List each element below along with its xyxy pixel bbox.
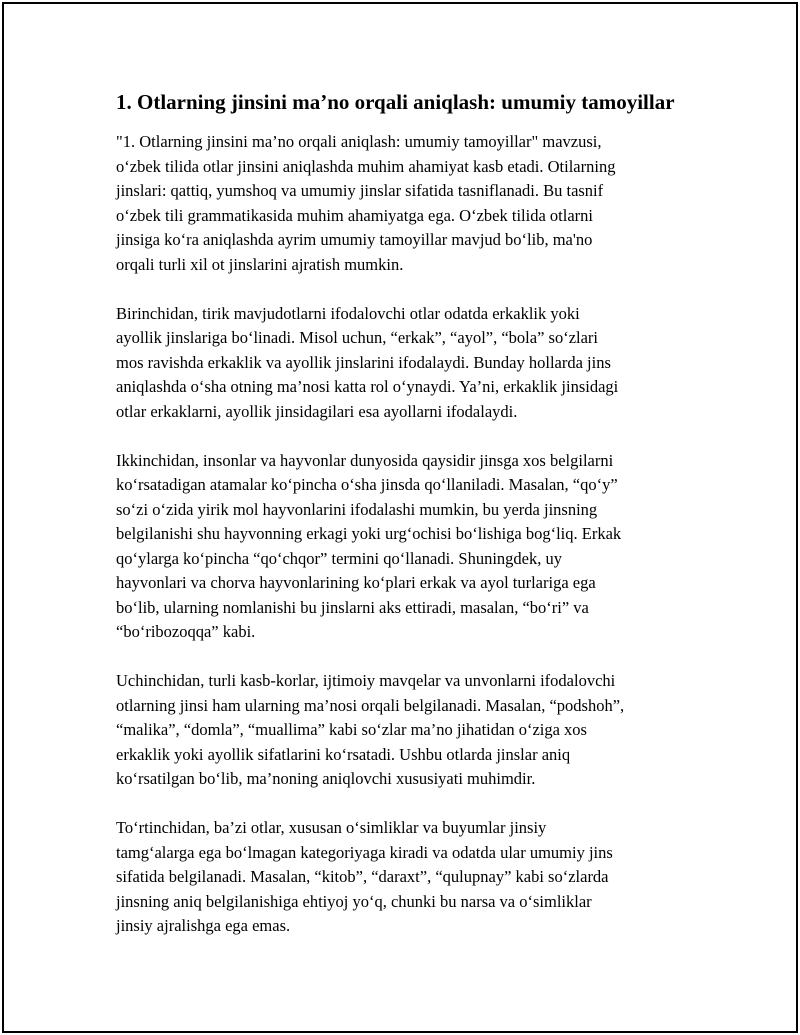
- text-line: jinsning aniq belgilanishiga ehtiyoj yo‘q, chunki bu narsa va o‘simliklar: [116, 891, 592, 911]
- text-line: aniqlashda o‘sha otning ma’nosi katta rol o‘ynaydi. Ya’ni, erkaklik jinsidagi: [116, 377, 619, 396]
- text-line: jinslari: qattiq, yumshoq va umumiy jinslar sifatida tasniflanadi. Bu tasnif: [116, 181, 604, 200]
- text-line: otlarning jinsi ham ularning ma’nosi orqali belgilanadi. Masalan, “podshoh”,: [116, 695, 625, 715]
- text-line: jinsiy ajralishga ega emas.: [116, 916, 291, 935]
- paragraph-1: [116, 130, 696, 277]
- text-line: o‘zbek tilida otlar jinsini aniqlashda muhim ahamiyat kasb etadi. Otilarning: [116, 156, 616, 176]
- text-line: “bo‘ribozoqqa” kabi.: [116, 622, 256, 641]
- text-line: qo‘ylarga ko‘pincha “qo‘chqor” termini qo‘llanadi. Shuningdek, uy: [116, 548, 562, 568]
- text-line: so‘zi o‘zida yirik mol hayvonlarini ifodalashi mumkin, bu yerda jinsning: [116, 499, 598, 519]
- text-line: mos ravishda erkaklik va ayollik jinslarini ifodalaydi. Bunday hollarda jins: [116, 352, 611, 372]
- paragraph-4: [116, 669, 696, 792]
- text-line: erkaklik yoki ayollik sifatlarini ko‘rsatadi. Ushbu otlarda jinslar aniq: [116, 744, 571, 764]
- text-line: To‘rtinchidan, ba’zi otlar, xususan o‘simliklar va buyumlar jinsiy: [116, 818, 547, 837]
- text-line: “malika”, “domla”, “muallima” kabi so‘zlar ma’no jihatidan o‘ziga xos: [116, 720, 587, 739]
- paragraph-2: [116, 302, 696, 425]
- text-line: belgilanishi shu hayvonning erkagi yoki urg‘ochisi bo‘lishiga bog‘liq. Erkak: [116, 524, 622, 543]
- document-title: 1. Otlarning jinsini ma’no orqali aniqlash: umumiy tamoyillar: [116, 90, 675, 114]
- text-line: o‘zbek tili grammatikasida muhim ahamiyatga ega. O‘zbek tilida otlarni: [116, 205, 593, 225]
- text-line: "1. Otlarning jinsini ma’no orqali aniqlash: umumiy tamoyillar" mavzusi,: [116, 132, 602, 151]
- text-line: hayvonlari va chorva hayvonlarining ko‘plari erkak va ayol turlariga ega: [116, 573, 596, 592]
- paragraph-3: [116, 449, 696, 645]
- text-line: ko‘rsatadigan atamalar ko‘pincha o‘sha jinsda qo‘llaniladi. Masalan, “qo‘y”: [116, 475, 618, 494]
- text-line: tamg‘alarga ega bo‘lmagan kategoriyaga kiradi va odatda ular umumiy jins: [116, 842, 613, 862]
- text-line: ko‘rsatilgan bo‘lib, ma’noning aniqlovchi xususiyati muhimdir.: [116, 769, 536, 788]
- text-line: jinsiga ko‘ra aniqlashda ayrim umumiy tamoyillar mavjud bo‘lib, ma'no: [116, 230, 593, 249]
- paragraph-5: [116, 816, 696, 939]
- text-line: orqali turli xil ot jinslarini ajratish mumkin.: [116, 254, 404, 274]
- text-line: otlar erkaklarni, ayollik jinsidagilari esa ayollarni ifodalaydi.: [116, 401, 518, 421]
- text-line: sifatida belgilanadi. Masalan, “kitob”, “daraxt”, “qulupnay” kabi so‘zlarda: [116, 867, 609, 886]
- text-line: bo‘lib, ularning nomlanishi bu jinslarni aks ettiradi, masalan, “bo‘ri” va: [116, 597, 589, 617]
- document-body: [116, 88, 696, 963]
- text-line: Uchinchidan, turli kasb-korlar, ijtimoiy mavqelar va unvonlarni ifodalovchi: [116, 671, 616, 690]
- text-line: Birinchidan, tirik mavjudotlarni ifodalovchi otlar odatda erkaklik yoki: [116, 303, 580, 323]
- text-line: ayollik jinslariga bo‘linadi. Misol uchun, “erkak”, “ayol”, “bola” so‘zlari: [116, 328, 599, 347]
- text-line: Ikkinchidan, insonlar va hayvonlar dunyosida qaysidir jinsga xos belgilarni: [116, 450, 614, 470]
